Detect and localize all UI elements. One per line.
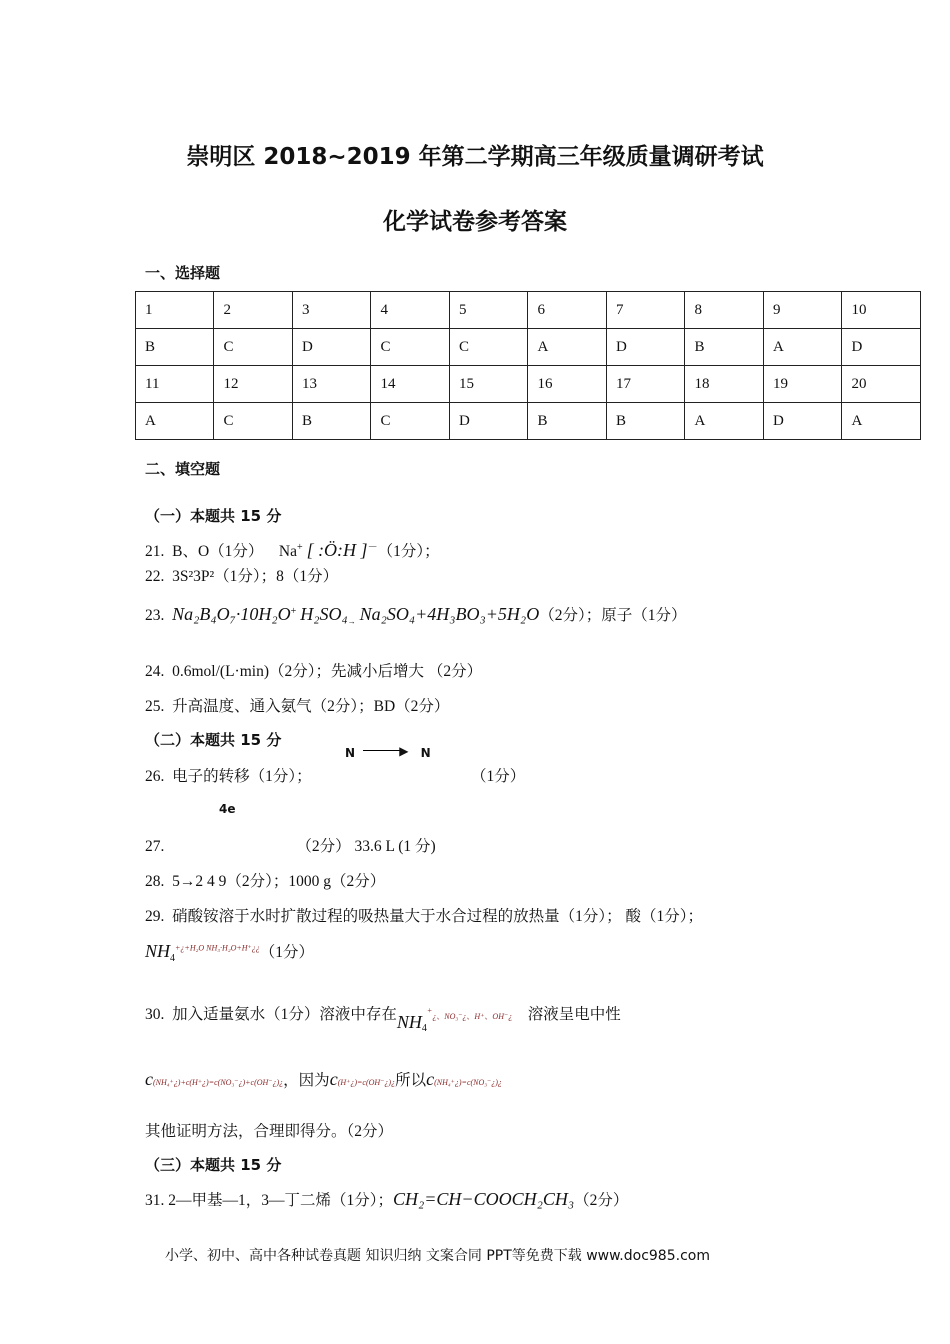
table-cell: A <box>136 403 214 440</box>
table-cell: 4 <box>371 292 450 329</box>
table-cell: 18 <box>685 366 764 403</box>
document-subtitle: 化学试卷参考答案 <box>383 209 567 235</box>
section-fill-heading: 二、填空题 <box>145 460 221 478</box>
table-cell: A <box>528 329 607 366</box>
table-cell: 6 <box>528 292 607 329</box>
q28: 28. 5→2 4 9（2分）；1000 g（2分） <box>145 873 386 890</box>
q29-equation: $NH_4^{+¿+H_2O NH_3\cdot H_2O+H^+¿¿}(1$分） <box>145 941 315 965</box>
table-cell: 7 <box>606 292 685 329</box>
table-cell: B <box>685 329 764 366</box>
table-cell: D <box>292 329 371 366</box>
q23: 23. Na₂B₄O₇·10H₂O+ $H_2SO_4_\to$ Na₂SO₄+4H₃BO₃+5H₂O（2分）；原子（1分） <box>145 604 687 627</box>
electron-count: 4e <box>219 802 236 816</box>
q31: 31. 2—甲基—1，3—丁二烯（1分）；CH₂=CH−COOCH₂CH₃（2分） <box>145 1189 629 1209</box>
question-number-row <box>136 366 921 403</box>
q30-line2: c(NH₄⁺¿)+c(H⁺¿)=c(NO₃⁻¿)+c(OH⁻¿)¿，因为c(H⁺¿)=c(OH⁻¿)¿所以c(NH₄⁺¿)=c(NO₃⁻¿)¿ <box>145 1069 502 1089</box>
table-cell: C <box>371 403 450 440</box>
q24: 24. 0.6mol/(L·min)（2分）；先减小后增大 （2分） <box>145 663 483 680</box>
answer-row <box>136 329 921 366</box>
table-cell: C <box>214 329 293 366</box>
table-cell: 3 <box>292 292 371 329</box>
q22: 22. 3S²3P²（1分）；8（1分） <box>145 568 339 585</box>
table-cell: 15 <box>449 366 528 403</box>
footer-text: 小学、初中、高中各种试卷真题 知识归纳 文案合同 PPT等免费下载 www.doc985.com <box>165 1248 710 1264</box>
table-cell: 10 <box>842 292 921 329</box>
q25: 25. 升高温度、通入氨气（2分）；BD（2分） <box>145 698 450 715</box>
table-cell: D <box>606 329 685 366</box>
part1-heading: （一）本题共 15 分 <box>145 507 282 525</box>
table-cell: 5 <box>449 292 528 329</box>
table-cell: A <box>685 403 764 440</box>
section-choice-heading: 一、选择题 <box>145 264 221 282</box>
table-cell: C <box>214 403 293 440</box>
table-cell: 19 <box>763 366 842 403</box>
electron-formula: [ :Ö:H ] <box>306 540 368 561</box>
table-cell: 17 <box>606 366 685 403</box>
q27: 27. （2分） 33.6 L (1 分) <box>145 838 436 855</box>
table-cell: 1 <box>136 292 214 329</box>
table-cell: 16 <box>528 366 607 403</box>
table-cell: D <box>449 403 528 440</box>
q26-score: （1分） <box>471 768 526 785</box>
q30: 30. 加入适量氨水（1分）溶液中存在$NH_4^+¿$、NO₃⁻¿、H⁺、OH⁻¿ 溶液呈电中性 <box>145 1005 621 1035</box>
table-cell: 12 <box>214 366 293 403</box>
question-number-row <box>136 292 921 329</box>
answer-table <box>135 291 921 440</box>
table-cell: 2 <box>214 292 293 329</box>
answer-row <box>136 403 921 440</box>
document-title: 崇明区 2018~2019 年第二学期高三年级质量调研考试 <box>186 144 764 170</box>
q21: 21. B、O（1分） Na+ [ :Ö:H ]－（1分）； <box>145 540 440 561</box>
electron-transfer-diagram: N ▶ N <box>345 744 431 760</box>
table-cell: 8 <box>685 292 764 329</box>
table-cell: A <box>842 403 921 440</box>
table-cell: 13 <box>292 366 371 403</box>
table-cell: C <box>449 329 528 366</box>
table-cell: B <box>606 403 685 440</box>
table-cell: D <box>842 329 921 366</box>
q30-line3: 其他证明方法，合理即得分。（2分） <box>145 1123 394 1140</box>
q26: 26. 电子的转移（1分）； <box>145 768 312 785</box>
table-cell: B <box>292 403 371 440</box>
q29: 29. 硝酸铵溶于水时扩散过程的吸热量大于水合过程的放热量（1分）； 酸（1分）； <box>145 908 704 925</box>
part2-heading: （二）本题共 15 分 <box>145 731 282 749</box>
table-cell: 9 <box>763 292 842 329</box>
part3-heading: （三）本题共 15 分 <box>145 1156 282 1174</box>
table-cell: 14 <box>371 366 450 403</box>
table-cell: C <box>371 329 450 366</box>
table-cell: 20 <box>842 366 921 403</box>
table-cell: A <box>763 329 842 366</box>
table-cell: 11 <box>136 366 214 403</box>
arrow-icon <box>363 750 403 751</box>
table-cell: B <box>136 329 214 366</box>
table-cell: D <box>763 403 842 440</box>
table-cell: B <box>528 403 607 440</box>
